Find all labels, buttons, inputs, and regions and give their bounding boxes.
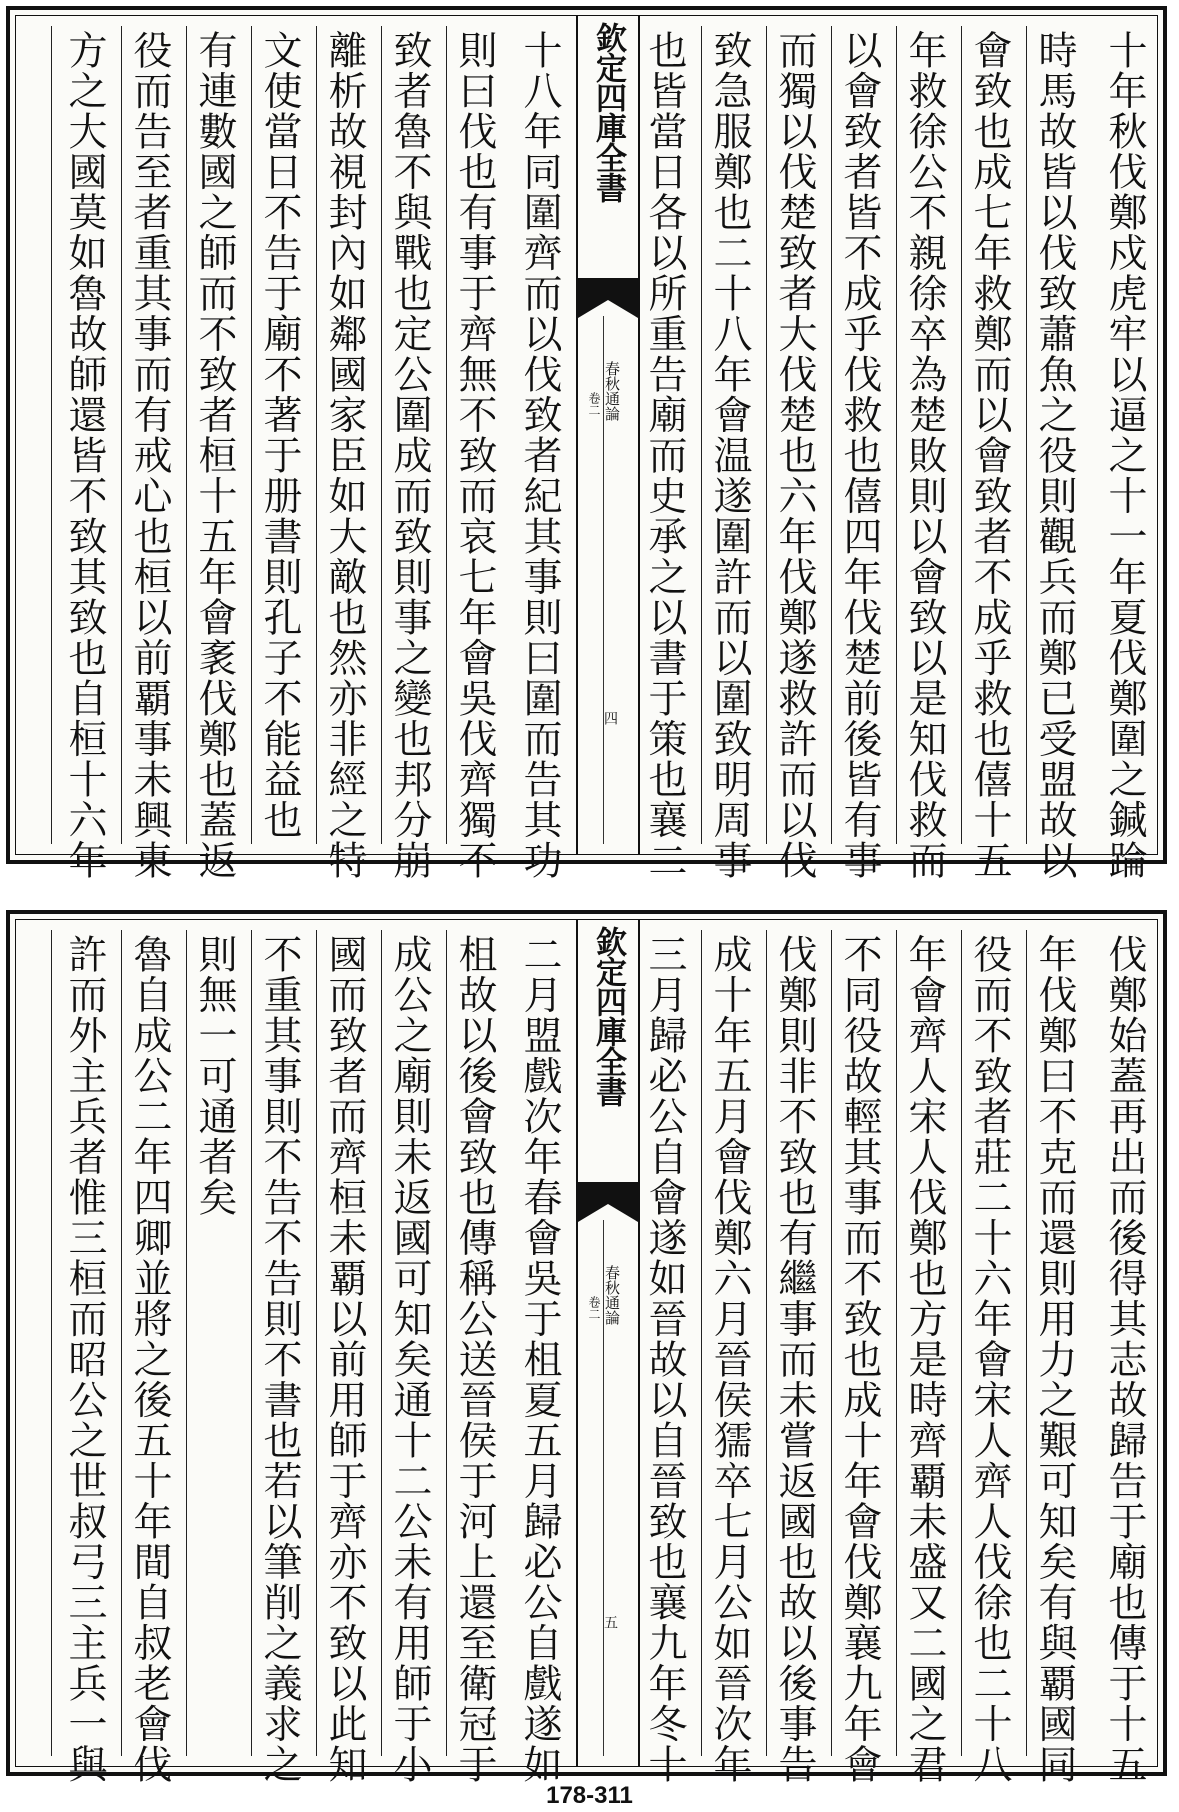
text-column xyxy=(316,930,381,1785)
column-text: 則無一可通者矣 xyxy=(192,934,237,1218)
text-column xyxy=(381,930,446,1785)
column-text: 十年秋伐鄭戍虎牢以逼之十一年夏伐鄭圍之鍼踚 xyxy=(1102,30,1147,881)
column-text: 伐鄭始蓋再出而後得其志故歸告于廟也傳于十五 xyxy=(1102,934,1147,1785)
column-text: 方之大國莫如魯故師還皆不致其致也自桓十六年 xyxy=(62,30,107,881)
text-column xyxy=(701,26,766,881)
fish-tail-mark-icon xyxy=(578,1182,638,1222)
text-column xyxy=(636,930,701,1785)
gutter-volume: 卷二 xyxy=(587,1296,601,1320)
column-text: 十八年同圍齊而以伐致者紀其事則曰圍而告其功 xyxy=(517,30,562,881)
column-text: 許而外主兵者惟三桓而昭公之世叔弓三主兵一與 xyxy=(62,934,107,1785)
column-text: 離析故視封內如鄰國家臣如大敵也然亦非經之特 xyxy=(322,30,367,881)
text-column xyxy=(446,26,511,881)
column-text: 致者魯不與戰也定公圍成而致則事之變也邦分崩 xyxy=(387,30,432,881)
text-column xyxy=(766,26,831,881)
column-text: 而獨以伐楚致者大伐楚也六年伐鄭遂救許而以伐 xyxy=(772,30,817,881)
gutter-subtitle: 春秋通論 xyxy=(603,1265,621,1325)
gutter-page-number: 四 xyxy=(602,711,618,725)
footer-page-number: 178-311 xyxy=(546,1782,633,1809)
text-column xyxy=(831,26,896,881)
text-column xyxy=(636,26,701,881)
column-text: 三月歸必公自會遂如晉故以自晉致也襄九年冬十 xyxy=(642,934,687,1785)
text-column xyxy=(961,26,1026,881)
gutter-page-number: 五 xyxy=(602,1615,618,1629)
column-text: 以會致者皆不成乎伐救也僖四年伐楚前後皆有事 xyxy=(837,30,882,881)
gutter-subtitle: 春秋通論 xyxy=(603,361,621,421)
text-column xyxy=(446,930,511,1785)
text-column xyxy=(1091,26,1161,881)
text-column xyxy=(896,930,961,1785)
text-column xyxy=(896,26,961,881)
gutter-title: 欽定四庫全書 xyxy=(590,926,626,1106)
text-column xyxy=(961,930,1026,1785)
top-page-frame xyxy=(15,15,1158,881)
text-column xyxy=(1026,26,1091,881)
column-text: 時馬故皆以伐致蕭魚之役則觀兵而鄭已受盟故以 xyxy=(1032,30,1077,881)
top-page xyxy=(6,6,1167,881)
text-column xyxy=(251,930,316,1785)
column-text: 年會齊人宋人伐鄭也方是時齊覇未盛又二國之君 xyxy=(902,934,947,1785)
column-text: 文使當日不告于廟不著于册書則孔子不能益也 xyxy=(257,30,302,840)
center-gutter xyxy=(576,920,640,1766)
column-text: 魯自成公二年四卿並將之後五十年間自叔老會伐 xyxy=(127,934,172,1785)
bottom-page xyxy=(6,910,1167,1785)
text-column xyxy=(186,930,251,1756)
text-column xyxy=(511,930,576,1785)
column-text: 柤故以後會致也傳稱公送晉侯于河上還至衛冠于 xyxy=(452,934,497,1785)
column-text: 不重其事則不告不告則不書也若以筆削之義求之 xyxy=(257,934,302,1785)
center-gutter xyxy=(576,16,640,854)
text-column xyxy=(316,26,381,881)
column-text: 會致也成七年救鄭而以會致者不成乎救也僖十五 xyxy=(967,30,1012,881)
text-column xyxy=(51,26,121,881)
text-column xyxy=(186,26,251,881)
column-text: 國而致者而齊桓未覇以前用師于齊亦不致以此知 xyxy=(322,934,367,1785)
text-column xyxy=(701,930,766,1785)
column-text: 成公之廟則未返國可知矣通十二公未有用師于小 xyxy=(387,934,432,1785)
text-column xyxy=(511,26,576,881)
text-column xyxy=(1091,930,1161,1785)
column-text: 則曰伐也有事于齊無不致而哀七年會吳伐齊獨不 xyxy=(452,30,497,881)
column-text: 年救徐公不親徐卒為楚敗則以會致以是知伐救而 xyxy=(902,30,947,881)
text-column xyxy=(766,930,831,1785)
column-text: 有連數國之師而不致者桓十五年會袲伐鄭也蓋返 xyxy=(192,30,237,881)
column-text: 年伐鄭曰不克而還則用力之艱可知矣有與覇國同 xyxy=(1032,934,1077,1785)
column-text: 役而不致者莊二十六年會宋人齊人伐徐也二十八 xyxy=(967,934,1012,1785)
column-text: 成十年五月會伐鄭六月晉侯獳卒七月公如晉次年 xyxy=(707,934,752,1785)
column-text: 也皆當日各以所重告廟而史承之以書于策也襄二 xyxy=(642,30,687,881)
column-text: 二月盟戲次年春會吳于柤夏五月歸必公自戲遂如 xyxy=(517,934,562,1785)
fish-tail-mark-icon xyxy=(578,278,638,318)
bottom-page-frame xyxy=(15,919,1158,1785)
text-column xyxy=(831,930,896,1785)
text-column xyxy=(121,26,186,881)
column-text: 役而告至者重其事而有戒心也桓以前覇事未興東 xyxy=(127,30,172,881)
text-column xyxy=(51,930,121,1785)
column-text: 致急服鄭也二十八年會温遂圍許而以圍致明周事 xyxy=(707,30,752,881)
text-column xyxy=(121,930,186,1785)
column-text: 不同役故輕其事而不致也成十年會伐鄭襄九年會 xyxy=(837,934,882,1785)
gutter-volume: 卷二 xyxy=(587,392,601,416)
text-column xyxy=(251,26,316,844)
column-text: 伐鄭則非不致也有繼事而未嘗返國也故以後事告 xyxy=(772,934,817,1785)
gutter-title: 欽定四庫全書 xyxy=(590,22,626,202)
text-column xyxy=(381,26,446,881)
text-column xyxy=(1026,930,1091,1785)
